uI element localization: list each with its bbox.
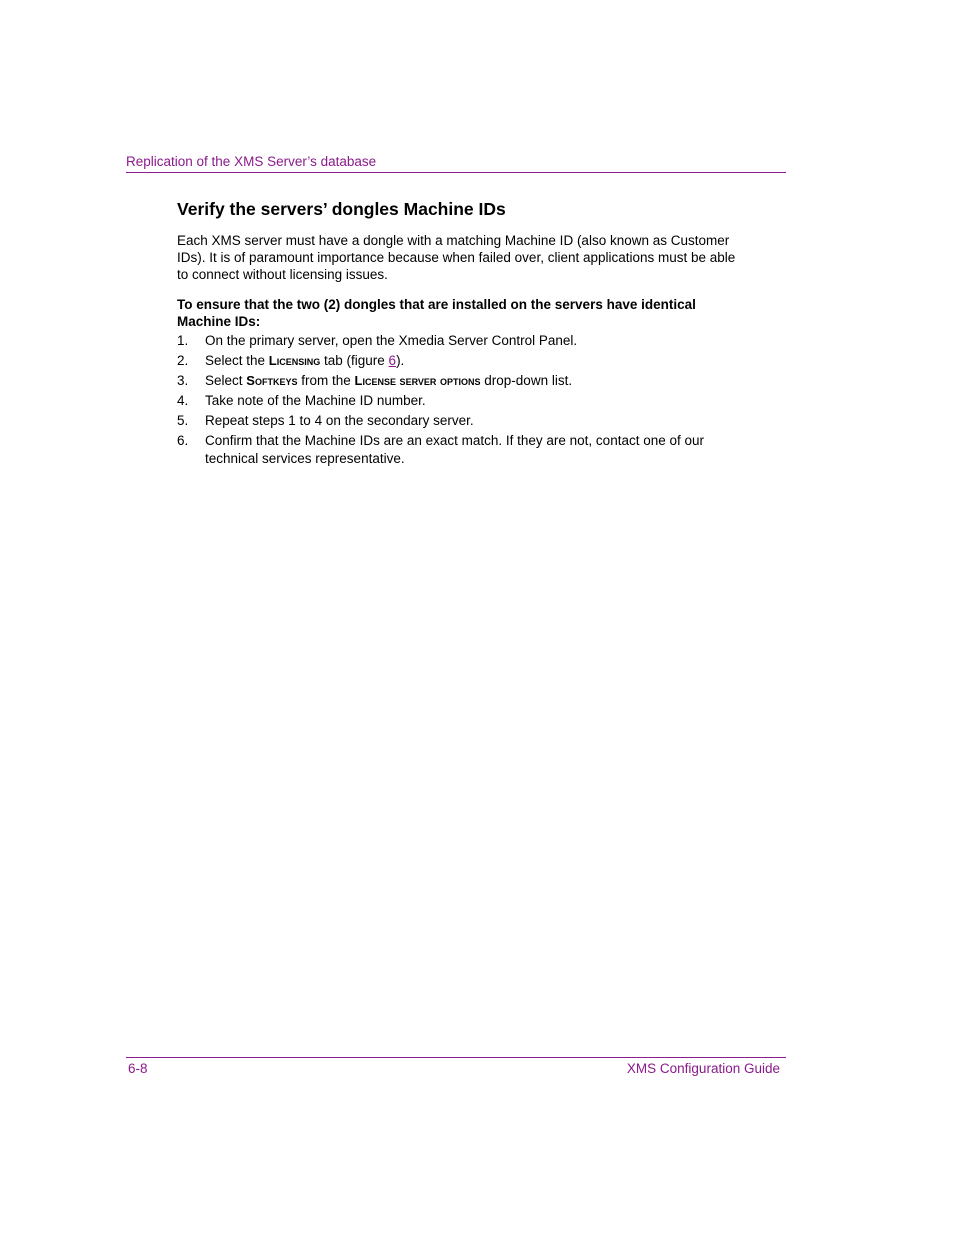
ui-term-license-server-options: License server options bbox=[354, 373, 481, 388]
step-text: Confirm that the Machine IDs are an exact match. If they are not, contact one of our technical services representative. bbox=[205, 433, 705, 466]
step-text: Select bbox=[205, 373, 247, 388]
step-item bbox=[177, 352, 737, 370]
procedure-heading: To ensure that the two (2) dongles that are installed on the servers have identical Machine IDs: bbox=[177, 297, 696, 329]
running-header: Replication of the XMS Server’s database bbox=[126, 154, 377, 169]
step-number: 5. bbox=[177, 413, 189, 428]
step-item bbox=[177, 332, 737, 350]
ui-term-licensing: Licensing bbox=[268, 353, 321, 368]
header-rule bbox=[126, 172, 786, 173]
step-text: from the bbox=[297, 373, 355, 388]
step-text: Select the bbox=[205, 353, 269, 368]
page-number: 6-8 bbox=[128, 1061, 148, 1076]
step-number: 1. bbox=[177, 333, 189, 348]
step-item bbox=[177, 432, 737, 468]
figure-reference-link[interactable]: 6 bbox=[388, 353, 397, 368]
step-item bbox=[177, 412, 737, 430]
step-text: Take note of the Machine ID number. bbox=[205, 393, 426, 408]
step-number: 4. bbox=[177, 393, 189, 408]
section-title: Verify the servers’ dongles Machine IDs bbox=[177, 199, 506, 219]
step-item bbox=[177, 392, 737, 410]
step-text: On the primary server, open the Xmedia Server Control Panel. bbox=[205, 333, 578, 348]
procedure-steps bbox=[177, 332, 737, 470]
footer-rule bbox=[126, 1057, 786, 1058]
ui-term-softkeys: Softkeys bbox=[246, 373, 298, 388]
step-text: drop-down list. bbox=[480, 373, 573, 388]
step-number: 6. bbox=[177, 433, 189, 448]
step-text: Repeat steps 1 to 4 on the secondary server. bbox=[205, 413, 474, 428]
step-text: tab (figure bbox=[320, 353, 389, 368]
step-number: 3. bbox=[177, 373, 189, 388]
step-number: 2. bbox=[177, 353, 189, 368]
step-item bbox=[177, 372, 737, 390]
intro-paragraph: Each XMS server must have a dongle with a matching Machine ID (also known as Customer IDs). It is of paramount importance because when failed over, client applications must be able to connect without licensing issues. bbox=[177, 233, 736, 282]
step-text: ). bbox=[396, 353, 405, 368]
guide-title: XMS Configuration Guide bbox=[626, 1061, 780, 1076]
